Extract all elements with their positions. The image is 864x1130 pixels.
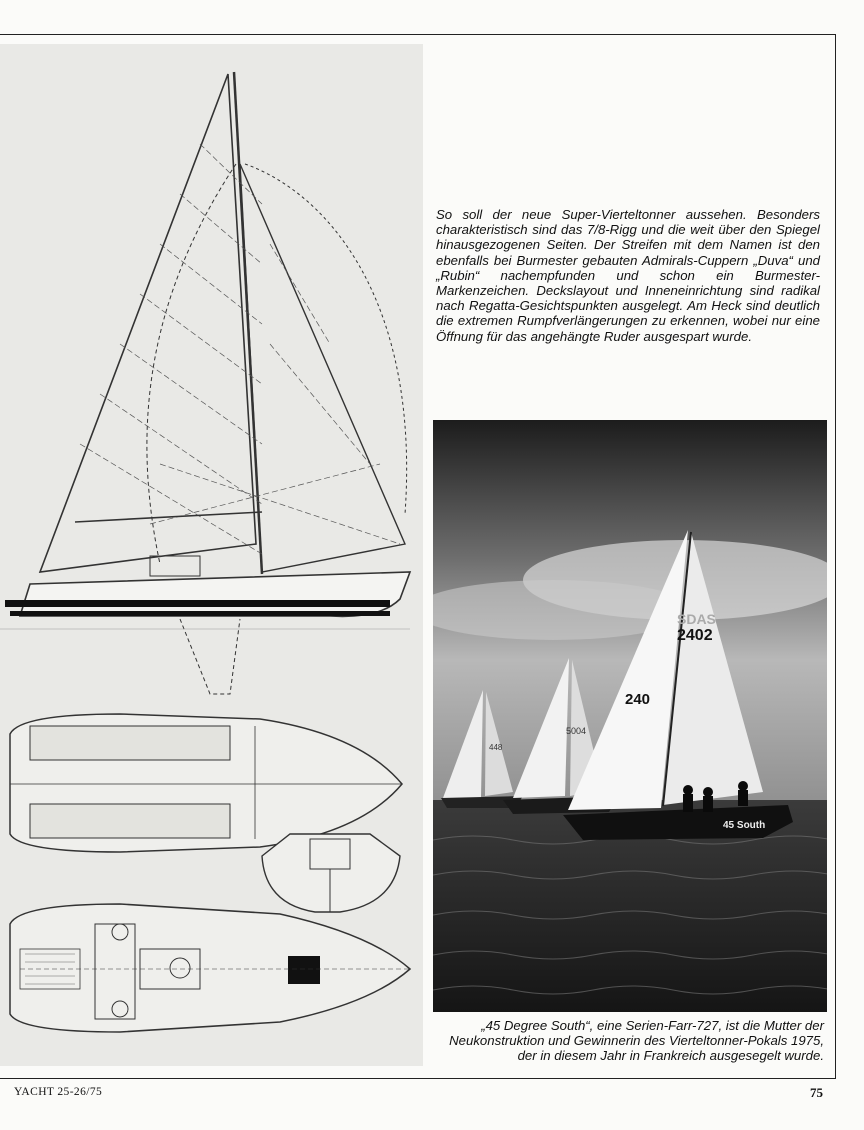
sail-country: SDAS bbox=[677, 611, 716, 627]
sail-plan-svg bbox=[0, 44, 423, 1066]
deck-plan-lower bbox=[10, 904, 410, 1032]
page-frame-top bbox=[0, 34, 836, 35]
sail-plan-drawing bbox=[0, 44, 423, 1066]
sail-number-far: 448 bbox=[489, 743, 503, 752]
hull-name: 45 South bbox=[723, 820, 766, 831]
page-frame-bottom bbox=[0, 1078, 836, 1079]
hull-section bbox=[262, 834, 400, 912]
regatta-photo bbox=[433, 420, 827, 1012]
sail-number-jib: 240 bbox=[625, 691, 651, 708]
drawing-caption: So soll der neue Super-Vierteltonner aussehen. Besonders charakteristisch sind das 7/8-Rigg und die weit über den Spiegel hinausgezogenen Seiten. Der Streifen mit dem Namen ist den ebenfalls bei Burmester gebauten Admirals-Cuppern „Duva“ und „Rubin“ nachempfunden und schon ein Burmester-Markenzeichen. Deckslayout und Inneneinrichtung sind radikal nach Regatta-Gesichtspunkten ausgelegt. Am Heck sind deutlich die extremen Rumpfverlängerungen zu erkennen, wobei nur eine Öffnung für das angehängte Ruder ausgespart wurde. bbox=[436, 207, 820, 344]
mainsail bbox=[240, 164, 405, 572]
hull-stripe-upper bbox=[5, 600, 390, 607]
berth-lower bbox=[30, 804, 230, 838]
jib-sail bbox=[40, 74, 256, 572]
boom bbox=[75, 512, 262, 522]
forehatch bbox=[288, 956, 320, 984]
page-number: 75 bbox=[810, 1085, 823, 1100]
regatta-photo-svg bbox=[433, 420, 827, 1012]
sail-number-mid: 5004 bbox=[566, 726, 587, 736]
photo-caption: „45 Degree South“, eine Serien-Farr-727, ist die Mutter der Neukonstruktion und Gewinnerin des Vierteltonner-Pokals 1975, der in diesem Jahr in Frankreich ausgesegelt wurde. bbox=[449, 1018, 824, 1064]
hull-profile bbox=[20, 572, 410, 616]
keel-outline bbox=[180, 619, 240, 694]
cabin-profile bbox=[150, 556, 200, 576]
berth-upper bbox=[30, 726, 230, 760]
page-frame-right bbox=[835, 34, 836, 1079]
hull-stripe-lower bbox=[10, 611, 390, 616]
genoa-outline bbox=[147, 164, 236, 564]
publication-footer: YACHT 25-26/75 bbox=[14, 1086, 103, 1098]
spinnaker-outline bbox=[245, 164, 407, 514]
sail-number-main: 2402 bbox=[677, 627, 713, 644]
